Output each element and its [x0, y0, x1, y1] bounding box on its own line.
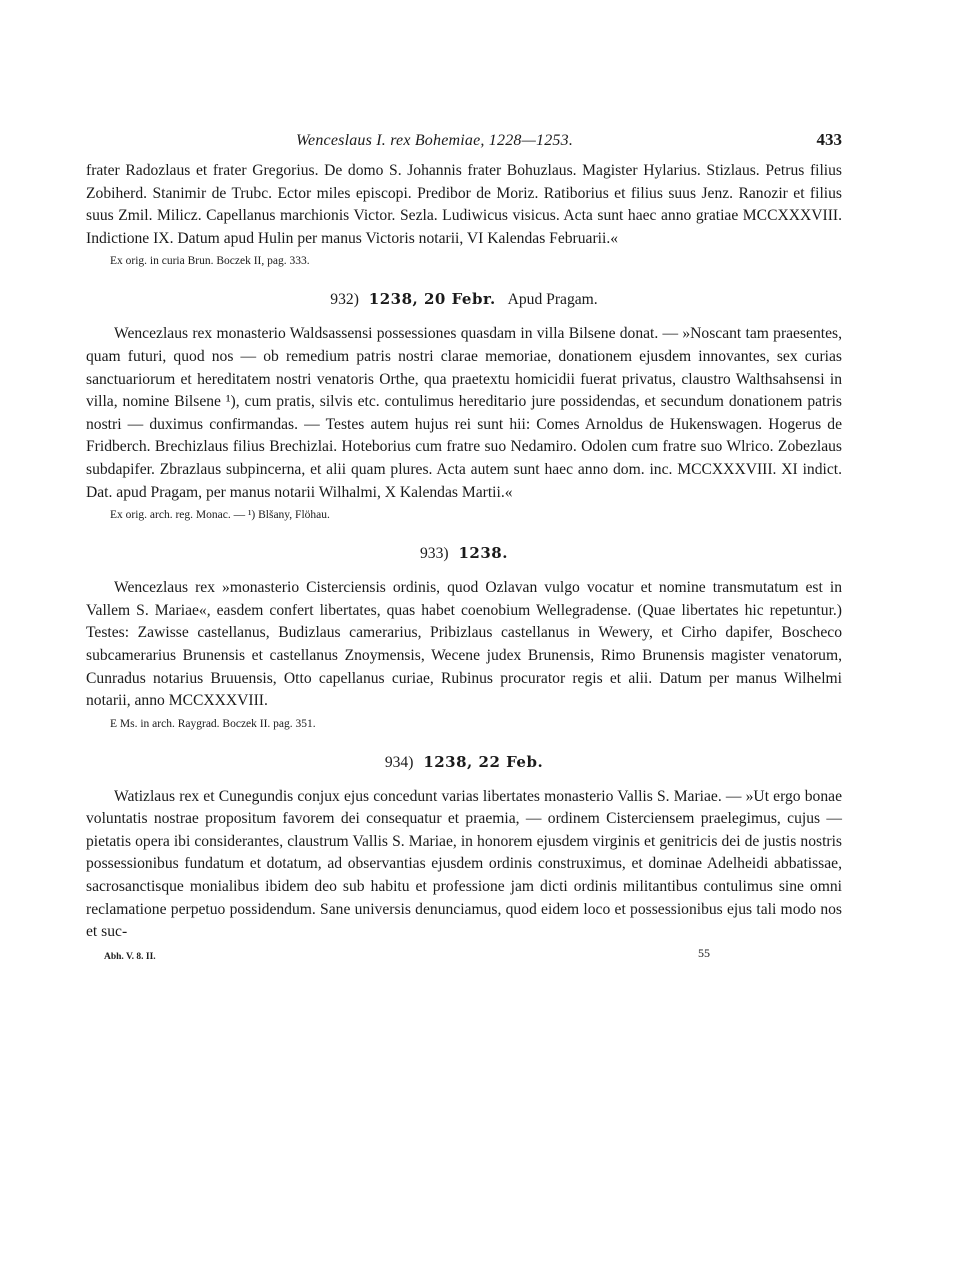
source-note: Ex orig. arch. reg. Monac. — ¹) Blšany, Flöhau. — [110, 509, 330, 522]
running-header — [86, 118, 842, 152]
document-number: 932) — [330, 291, 359, 309]
document-933 — [86, 544, 842, 733]
document-heading — [86, 290, 842, 309]
sheet-number: 55 — [698, 945, 710, 960]
document-place: Apud Pragam. — [507, 291, 598, 309]
document-text: Wencezlaus rex »monasterio Cisterciensis ordinis, quod Ozlavan vulgo vocatur et nomine transmutatum est in Vallem S. Mariae«, easdem confert libertates, quas habet coenobium Wellegradense. (Quae libertates hic repetuntur.) Testes: Zawisse castellanus, Budizlaus camerarius, Pribizlaus castellanus in Wewery, et Cirho dapifer, Boscheco subcamerarius Brunensis et castellanus Znoymensis, Wecene judex Brunensis, Rimo Brunensis magister venatorum, Cunradus notarius Bruuensis, Otto capellanus curiae, Rubinus procurator regis et alii. Datum per manus Wilhelmi notarii, anno MCCXXXVIII. — [86, 579, 842, 710]
document-text: Wencezlaus rex monasterio Waldsassensi possessiones quasdam in villa Bilsene donat. — »Noscant tam praesentes, quam futuri, quod nos — ob remedium patris nostri clarae memoriae, donationem ejusdem innovantes, sex curias sanctuariorum et hereditatem nostri venatoris Orthe, qua praetextu homicidii fuerat privatus, claustro Walthsahsensi in villa, nomine Bilsene ¹), cum pratis, silvis etc. contulimus hereditario jure possidendas, et secundum donationem patris nostri — duximus confirmandas. — Testes autem hujus rei sunt hii: Comes Arnoldus de Hukenswagen. Hogerus de Fridberch. Brechizlaus filius Brechizlai. Hoteborius cum fratre suo Nedamiro. Odolen cum fratre suo Wlrico. Zobezlaus subdapifer. Zbrazlaus subpincerna, et alii quam plures. Acta autem sunt haec anno dom. inc. MCCXXXVIII. XI indict. Dat. apud Pragam, per manus notarii Wilhalmi, X Kalendas Martii.« — [86, 325, 842, 501]
signature-mark: Abh. V. 8. II. — [104, 951, 156, 962]
document-number: 934) — [384, 753, 414, 771]
document-date: 1238, 22 Feb. — [423, 752, 544, 771]
document-date: 1238, 20 Febr. — [368, 290, 496, 309]
source-note: Ex orig. in curia Brun. Boczek II, pag. 333. — [110, 255, 310, 268]
document-heading — [86, 544, 842, 563]
document-932 — [86, 290, 842, 524]
document-heading — [86, 753, 842, 772]
continued-text: frater Radozlaus et frater Gregorius. De domo S. Johannis frater Bohuzlaus. Magister Hylarius. Stizlaus. Petrus filius Zobiherd. Stanimir de Trubc. Ector miles episcopi. Predibor de Moriz. Ratiborius et filius suus Jenz. Ranozir et filius suus Zmil. Milicz. Capellanus marchionis Victor. Sezla. Ludiwicus visicus. Acta sunt haec anno gratiae MCCXXXVIII. Indictione IX. Datum apud Hulin per manus Victoris notarii, VI Kalendas Februarii.« — [86, 162, 842, 247]
continued-document — [86, 160, 842, 270]
document-page — [86, 118, 842, 970]
document-934 — [86, 753, 842, 944]
document-number: 933) — [420, 545, 449, 563]
running-title: Wenceslaus I. rex Bohemiae, 1228—1253. — [296, 132, 574, 149]
page-number: 433 — [816, 130, 842, 149]
document-text: Watizlaus rex et Cunegundis conjux ejus concedunt varias libertates monasterio Vallis S. Mariae. — »Ut ergo bonae voluntatis nostrae propositum favorem dei consequatur et praemia, — ordinem Cisterciensem praelegimus, cujus — pietatis opera ibi considerantes, claustrum Vallis S. Mariae, in honorem ejusdem virginis et genitricis dei de justis nostris possessionibus fundatum et dotatum, ad observantias ejusdem ordinis construximus, et dominae Adelheidi abbatissae, sacrosanctisque monialibus ibidem deo sub habitu et professione jam dicti ordinis militantibus contulimus sine omni reclamatione perpetuo possidendum. Sane universis denunciamus, quod eidem loco et possessionibus ejus tali modo nos et suc- — [86, 787, 842, 941]
source-note: E Ms. in arch. Raygrad. Boczek II. pag. 351. — [110, 717, 316, 730]
document-date: 1238. — [458, 544, 508, 563]
page-footer — [86, 946, 842, 970]
